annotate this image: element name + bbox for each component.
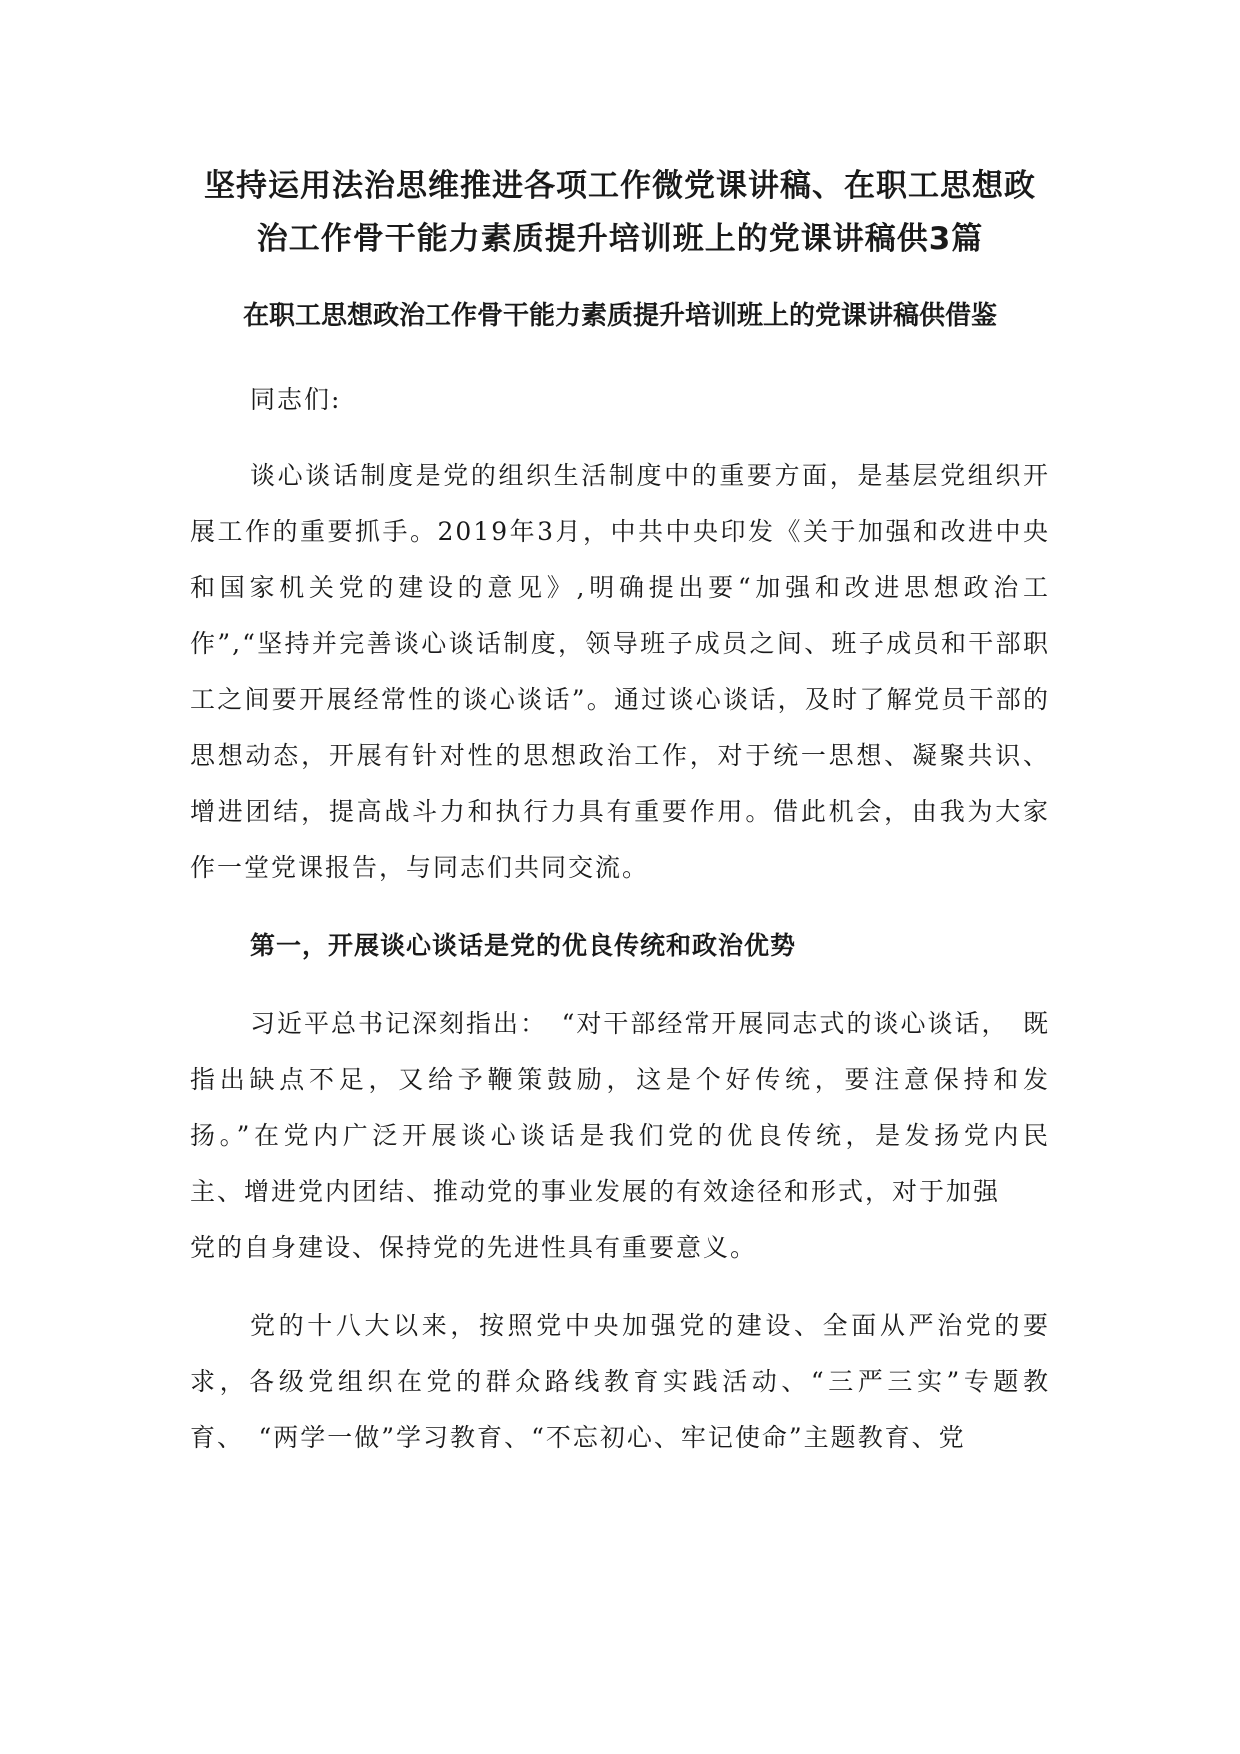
paragraph-3: 党的十八大以来，按照党中央加强党的建设、全面从严治党的要求，各级党组织在党的群众路线教育实践活动、“三严三实”专题教育、 “两学一做”学习教育、“不忘初心、牢记使命”主题教育、党 — [190, 1311, 1050, 1452]
section-1-heading: 第一，开展谈心谈话是党的优良传统和政治优势 — [250, 931, 797, 960]
document-title — [150, 160, 1090, 266]
document-subtitle: 在职工思想政治工作骨干能力素质提升培训班上的党课讲稿供借鉴 — [242, 301, 997, 331]
document-body — [190, 372, 1078, 1488]
document-title-line-1: 坚持运用法治思维推进各项工作微党课讲稿、在职工思想政 — [204, 168, 1036, 204]
document-title-line-2: 治工作骨干能力素质提升培训班上的党课讲稿供3篇 — [256, 221, 984, 257]
paragraph-2-continuation: 党的自身建设、保持党的先进性具有重要意义。 — [190, 1233, 758, 1262]
greeting: 同志们: — [250, 385, 342, 414]
paragraph-2: 习近平总书记深刻指出： “对干部经常开展同志式的谈心谈话， 既指出缺点不足，又给予鞭策鼓励，这是个好传统，要注意保持和发 扬。”在党内广泛开展谈心谈话是我们党的优良传统，是发扬党内民 主、增进党内团结、推动党的事业发展的有效途径和形式，对于加强 — [190, 1009, 1078, 1206]
paragraph-1: 谈心谈话制度是党的组织生活制度中的重要方面，是基层党组织开展工作的重要抓手。2019年3月，中共中央印发《关于加强和改进中央和国家机关党的建设的意见》,明确提出要“加强和改进思想政治工作”,“坚持并完善谈心谈话制度，领导班子成员之间、班子成员和干部职工之间要开展经常性的谈心谈话”。通过谈心谈话，及时了解党员干部的思想动态，开展有针对性的思想政治工作，对于统一思想、凝聚共识、增进团结，提高战斗力和执行力具有重要作用。借此机会，由我为大家作一堂党课报告，与同志们共同交流。 — [190, 461, 1050, 882]
